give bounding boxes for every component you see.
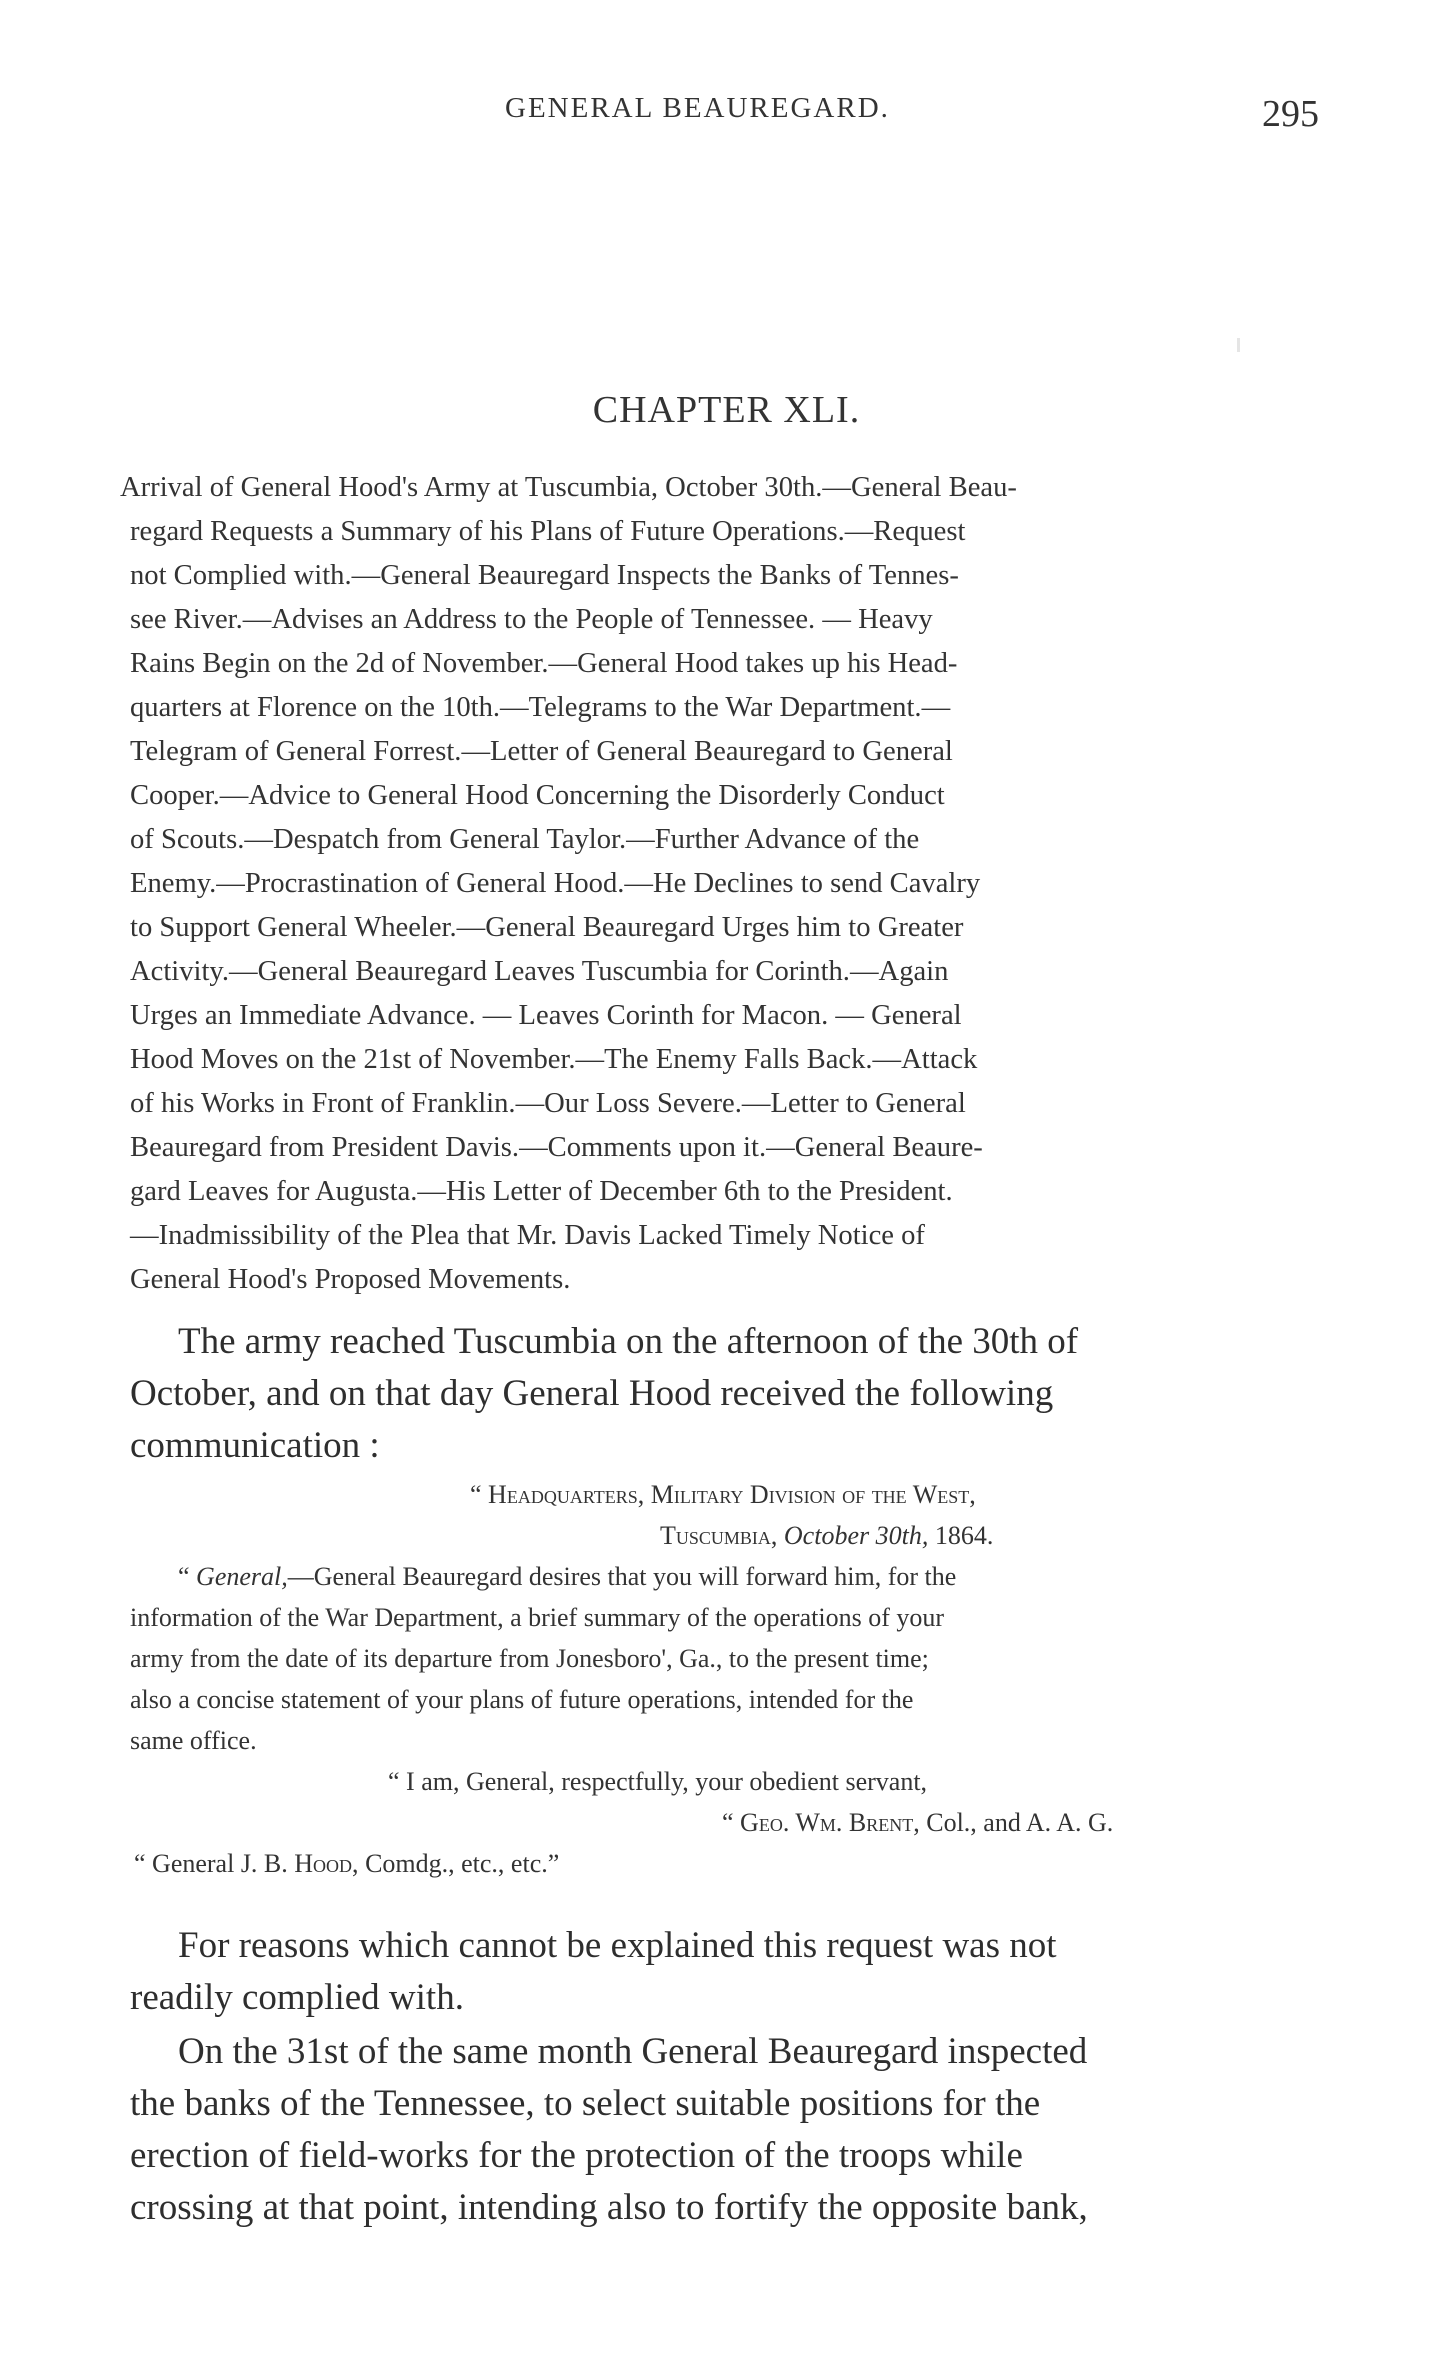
letter-body-line: also a concise statement of your plans of future operations, intended for the: [130, 1685, 914, 1714]
summary-line: Arrival of General Hood's Army at Tuscumbia, October 30th.—General Beau-: [120, 472, 1017, 503]
summary-line: to Support General Wheeler.—General Beauregard Urges him to Greater: [130, 912, 964, 943]
signature-name: Geo. Wm. Brent,: [740, 1808, 920, 1837]
running-head-title: GENERAL BEAUREGARD.: [505, 92, 890, 124]
letter-body-first-line: “ General,—General Beauregard desires that you will forward him, for the: [178, 1562, 957, 1591]
letter-salutation: General,: [196, 1562, 288, 1591]
paragraph-line: The army reached Tuscumbia on the afternoon of the 30th of: [178, 1321, 1079, 1362]
paragraph-line: October, and on that day General Hood received the following: [130, 1373, 1054, 1414]
paragraph-line: readily complied with.: [130, 1977, 464, 2018]
letter-month: October: [783, 1521, 870, 1550]
letter-day: 30th,: [875, 1521, 929, 1550]
chapter-title: CHAPTER XLI.: [592, 389, 861, 431]
letter-heading: [130, 1474, 1352, 1515]
signature-rank: Col., and A. A. G.: [926, 1808, 1114, 1837]
summary-line: Urges an Immediate Advance. — Leaves Corinth for Macon. — General: [130, 1000, 962, 1031]
paragraph-line: the banks of the Tennessee, to select suitable positions for the: [130, 2083, 1041, 2124]
page-number: 295: [1262, 93, 1319, 135]
summary-line: not Complied with.—General Beauregard Inspects the Banks of Tennes-: [130, 560, 959, 591]
summary-line: of Scouts.—Despatch from General Taylor.—Further Advance of the: [130, 824, 920, 855]
summary-line: quarters at Florence on the 10th.—Telegrams to the War Department.—: [130, 692, 951, 723]
summary-line: regard Requests a Summary of his Plans of Future Operations.—Request: [130, 516, 966, 547]
signature-quote: “: [722, 1808, 734, 1837]
summary-line: Cooper.—Advice to General Hood Concerning the Disorderly Conduct: [130, 780, 945, 811]
letter-body-line: —General Beauregard desires that you will forward him, for the: [287, 1562, 957, 1591]
summary-line: General Hood's Proposed Movements.: [130, 1264, 571, 1295]
letter-place: Tuscumbia,: [660, 1521, 778, 1550]
letter-body-line: same office.: [130, 1726, 257, 1755]
summary-line: see River.—Advises an Address to the People of Tennessee. — Heavy: [130, 604, 933, 635]
addressee-suffix: Comdg., etc., etc.”: [365, 1849, 560, 1878]
paragraph-line: On the 31st of the same month General Beauregard inspected: [178, 2031, 1088, 2072]
summary-line: Enemy.—Procrastination of General Hood.—He Declines to send Cavalry: [130, 868, 981, 899]
summary-line: of his Works in Front of Franklin.—Our Loss Severe.—Letter to General: [130, 1088, 966, 1119]
letter-body-line: information of the War Department, a brief summary of the operations of your: [130, 1603, 945, 1632]
paragraph-line: communication :: [130, 1425, 380, 1466]
paragraph-line: For reasons which cannot be explained this request was not: [178, 1925, 1057, 1966]
letter-dateline: [130, 1515, 1352, 1556]
summary-line: Telegram of General Forrest.—Letter of General Beauregard to General: [130, 736, 953, 767]
paper-mark: [1237, 338, 1240, 352]
letter-year: 1864.: [934, 1521, 994, 1550]
summary-line: Beauregard from President Davis.—Comments upon it.—General Beaure-: [130, 1132, 983, 1163]
summary-line: Activity.—General Beauregard Leaves Tuscumbia for Corinth.—Again: [130, 956, 949, 987]
quoted-letter: [130, 1474, 1352, 1884]
summary-line: Hood Moves on the 21st of November.—The Enemy Falls Back.—Attack: [130, 1044, 978, 1075]
paragraph-for-reasons: [130, 1920, 1352, 2024]
addressee-name: Hood,: [294, 1849, 359, 1878]
letter-signature: [130, 1802, 1352, 1843]
letter-body-line: army from the date of its departure from Jonesboro', Ga., to the present time;: [130, 1644, 929, 1673]
letter-heading-office: Headquarters, Military Division of the West,: [488, 1480, 976, 1509]
chapter-summary: [120, 466, 1350, 1302]
letter-closing: “ I am, General, respectfully, your obedient servant,: [388, 1767, 928, 1796]
paragraph-line: crossing at that point, intending also to fortify the opposite bank,: [130, 2187, 1088, 2228]
letter-addressee: [130, 1843, 1352, 1884]
summary-line: gard Leaves for Augusta.—His Letter of December 6th to the President.: [130, 1176, 953, 1207]
letter-heading-quote: “: [470, 1480, 482, 1509]
paragraph-line: erection of field-works for the protection of the troops while: [130, 2135, 1023, 2176]
addressee-prefix: “ General J. B.: [134, 1849, 288, 1878]
paragraph-31st: [130, 2026, 1352, 2234]
paragraph-army-reached: [130, 1316, 1352, 1472]
summary-line: —Inadmissibility of the Plea that Mr. Davis Lacked Timely Notice of: [130, 1220, 925, 1251]
summary-line: Rains Begin on the 2d of November.—General Hood takes up his Head-: [130, 648, 958, 679]
